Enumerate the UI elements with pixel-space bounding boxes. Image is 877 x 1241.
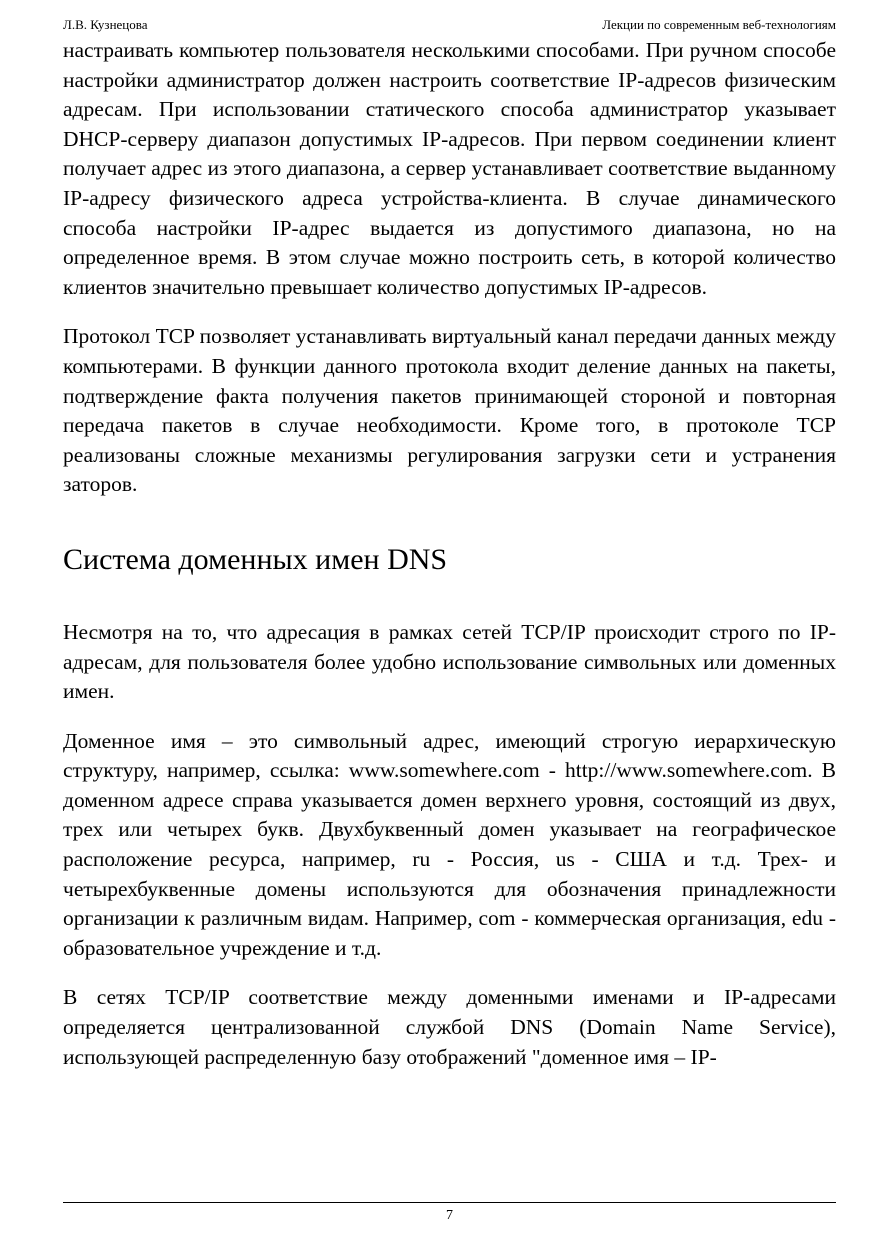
paragraph-dns-service: В сетях TCP/IP соответствие между доменными именами и IP-адресами определяется централизованной службой DNS (Domain Name Service), использующей распределенную базу отображений "доменное имя – IP- [63,985,836,1069]
paragraph-dhcp-configuration: настраивать компьютер пользователя несколькими способами. При ручном способе настройки администратор должен настроить соответствие IP-адресов физическим адресам. При использовании статического способа администратор указывает DHCP-серверу диапазон допустимых IP-адресов. При первом соединении клиент получает адрес из этого диапазона, а сервер устанавливает соответствие выданному IP-адресу физического адреса устройства-клиента. В случае динамического способа настройки IP-адрес выдается из допустимого диапазона, но на определенное время. В этом случае можно построить сеть, в которой количество клиентов значительно превышает количество допустимых IP-адресов. [63,38,836,299]
header-course-title: Лекции по современным веб-технологиям [602,17,836,32]
section-title-dns: Система доменных имен DNS [63,542,448,576]
page-number: 7 [446,1208,453,1223]
page-footer [63,1202,836,1227]
paragraph-symbolic-names: Несмотря на то, что адресация в рамках сетей TCP/IP происходит строго по IP-адресам, для пользователя более удобно использование символьных или доменных имен. [63,619,836,704]
paragraph-domain-name: Доменное имя – это символьный адрес, имеющий строгую иерархическую структуру, например, ссылка: www.somewhere.com - http://www.somewhere.com. В доменном адресе справа указывается домен верхнего уровня, состоящий из двух, трех или четырех букв. Двухбуквенный домен указывает на географическое расположение ресурса, например, ru - Россия, us - США и т.д. Трех- и четырехбуквенные домены используются для обозначения принадлежности организации к различным видам. Например, com - коммерческая организация, edu - образовательное учреждение и т.д. [63,728,836,960]
page-content [63,36,836,1072]
paragraph-tcp-protocol: Протокол TCP позволяет устанавливать виртуальный канал передачи данных между компьютерами. В функции данного протокола входит деление данных на пакеты, подтверждение факта получения пакетов принимающей стороной и повторная передача пакетов в случае необходимости. Кроме того, в протоколе TCP реализованы сложные механизмы регулирования загрузки сети и устранения заторов. [63,324,836,497]
page-header [63,16,836,34]
header-author: Л.В. Кузнецова [63,17,148,32]
